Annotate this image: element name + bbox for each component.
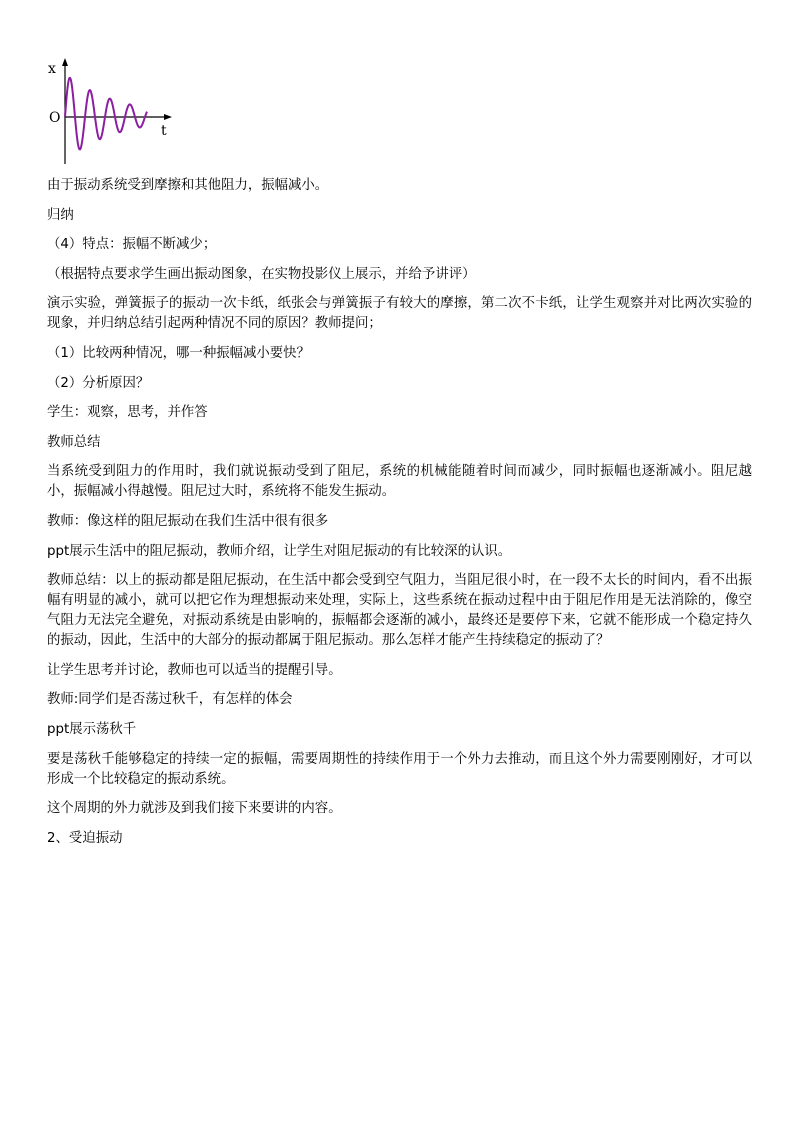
x-axis-label: t [161,123,167,139]
y-axis-label: x [48,61,56,77]
damped-wave-curve [65,78,147,150]
paragraph: ppt展示荡秋千 [47,721,137,737]
paragraph: 教师:同学们是否荡过秋千，有怎样的体会 [47,692,293,708]
paragraph: ppt展示生活中的阻尼振动，教师介绍，让学生对阻尼振动的有比较深的认识。 [47,543,512,559]
paragraph: 由于振动系统受到摩擦和其他阻力，振幅减小。 [47,178,329,193]
origin-label: O [49,110,61,126]
section-label-teacher-summary: 教师总结 [47,434,101,450]
section-label-summary: 归纳 [47,207,74,223]
section-heading: 2、受迫振动 [47,830,123,846]
paragraph: 这个周期的外力就涉及到我们接下来要讲的内容。 [47,801,342,817]
paragraph: 教师总结：以上的振动都是阻尼振动，在生活中都会受到空气阻力，当阻尼很小时，在一段不太长的时间内，看不出振幅有明显的减小，就可以把它作为理想振动来处理，实际上，这些系统在振动过程中由于阻尼作用是无法消除的，像空气阻力无法完全避免，对振动系统是由影响的，振幅都会逐渐的减小，最终还是要停下来，它就不能形成一个稳定持久的振动，因此，生活中的大部分的振动都属于阻尼振动。那么怎样才能产生持续稳定的振动了？ [47,573,752,649]
paragraph: 要是荡秋千能够稳定的持续一定的振幅，需要周期性的持续作用于一个外力去推动，而且这个外力需要刚刚好，才可以形成一个比较稳定的振动系统。 [47,751,752,787]
paragraph: 当系统受到阻力的作用时，我们就说振动受到了阻尼，系统的机械能随着时间而减少，同时振幅也逐渐减小。阻尼越小，振幅减小得越慢。阻尼过大时，系统将不能发生振动。 [47,464,752,500]
y-axis-arrow [62,58,68,66]
question-item: （2）分析原因？ [47,375,150,391]
x-axis-arrow [164,114,172,120]
damped-oscillation-graph [40,58,180,168]
document-body [47,176,752,858]
paragraph: 教师：像这样的阻尼振动在我们生活中很有很多 [47,513,329,529]
paragraph: （4）特点：振幅不断减少； [47,237,217,253]
paragraph: （根据特点要求学生画出振动图象，在实物投影仪上展示，并给予讲评） [47,266,476,282]
question-item: （1）比较两种情况，哪一种振幅减小要快？ [47,345,310,361]
paragraph: 学生：观察，思考，并作答 [47,405,208,421]
paragraph: 演示实验，弹簧振子的振动一次卡纸，纸张会与弹簧振子有较大的摩擦，第二次不卡纸，让学生观察并对比两次实验的现象，并归纳总结引起两种情况不同的原因？教师提问； [47,296,752,332]
paragraph: 让学生思考并讨论，教师也可以适当的提醒引导。 [47,662,342,678]
